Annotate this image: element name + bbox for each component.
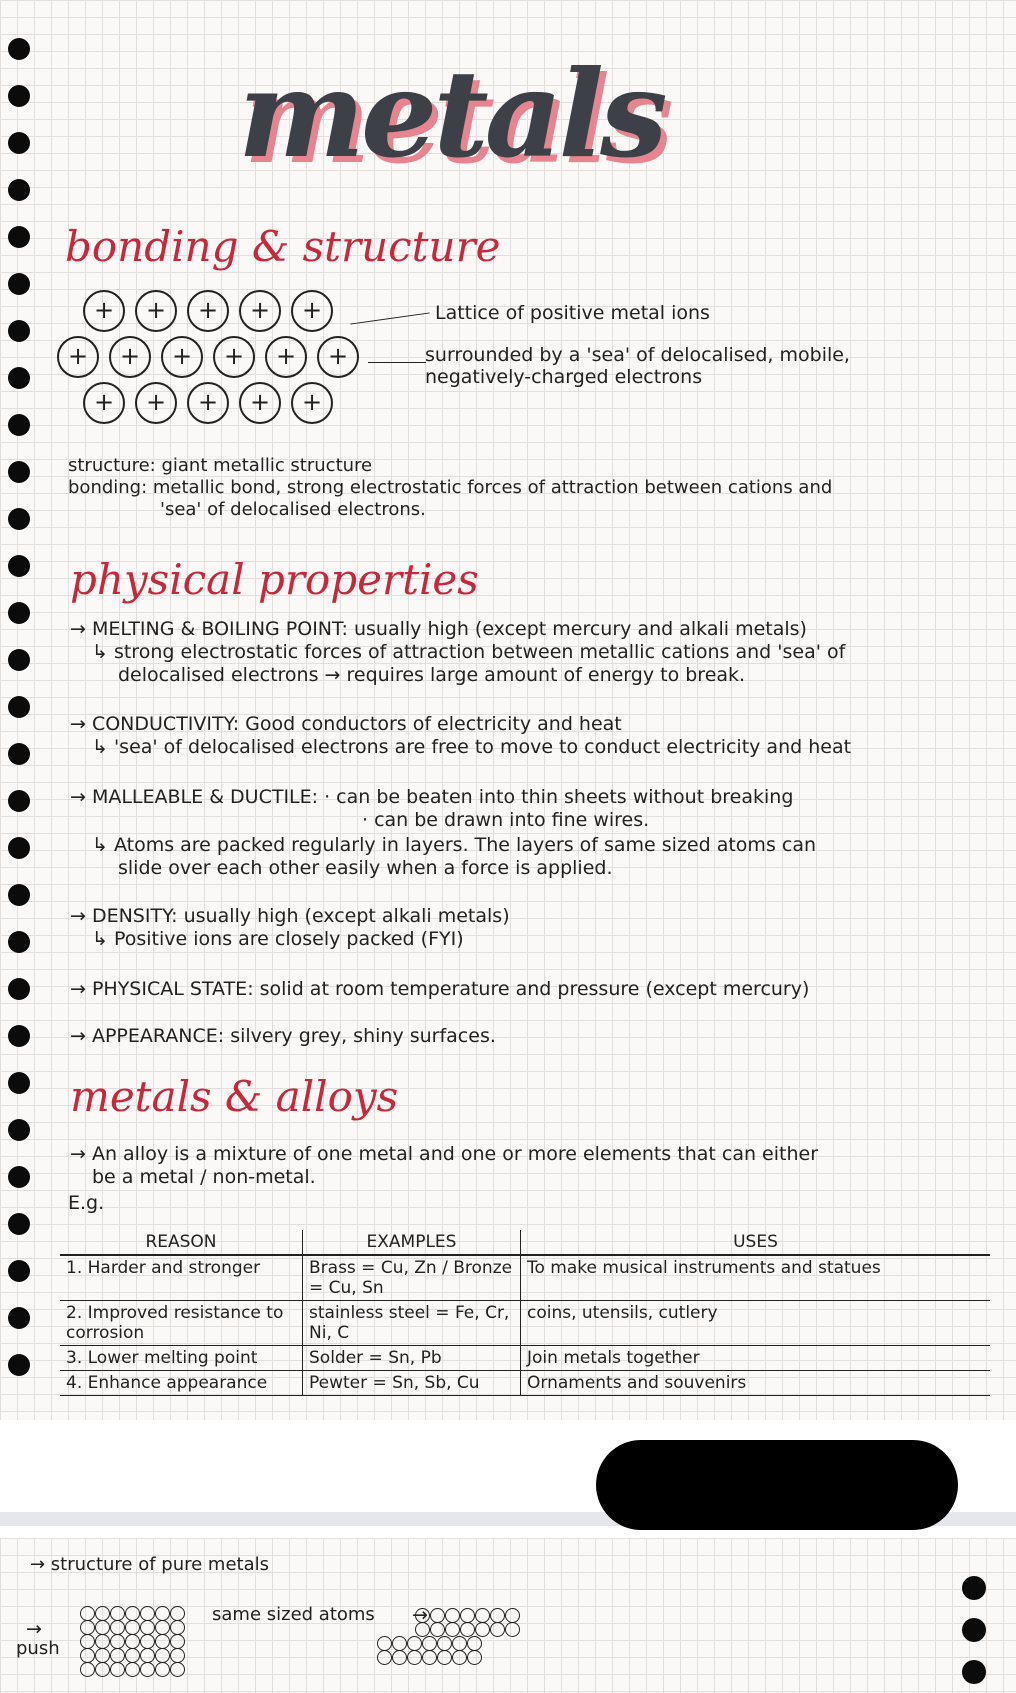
positive-ion: + — [291, 382, 333, 424]
positive-ion: + — [317, 336, 359, 378]
atom-circle — [155, 1662, 170, 1677]
atom-circle — [437, 1636, 452, 1651]
binder-hole — [8, 1119, 30, 1141]
column-header-examples: EXAMPLES — [303, 1230, 521, 1255]
binder-hole — [8, 1025, 30, 1047]
binder-hole — [8, 85, 30, 107]
binder-hole — [8, 837, 30, 859]
cell-examples: Pewter = Sn, Sb, Cu — [303, 1371, 521, 1396]
atom-circle — [392, 1650, 407, 1665]
atom-circle — [490, 1608, 505, 1623]
positive-ion: + — [187, 382, 229, 424]
cell-reason: 2. Improved resistance to corrosion — [60, 1301, 303, 1346]
arrow-right-icon: → — [26, 1618, 42, 1640]
atom-circle — [430, 1622, 445, 1637]
binder-hole — [8, 1260, 30, 1282]
atom-circle — [422, 1650, 437, 1665]
binder-hole — [8, 555, 30, 577]
positive-ion: + — [239, 290, 281, 332]
sea-annotation-line2: negatively-charged electrons — [425, 366, 703, 388]
atom-circle — [80, 1634, 95, 1649]
binder-hole — [8, 414, 30, 436]
cell-uses: To make musical instruments and statues — [521, 1255, 991, 1301]
binder-hole — [962, 1576, 986, 1600]
cell-uses: coins, utensils, cutlery — [521, 1301, 991, 1346]
atoms-after-diagram — [415, 1608, 565, 1688]
property-conductivity: → CONDUCTIVITY: Good conductors of electricity and heat — [70, 713, 622, 735]
binder-hole — [8, 931, 30, 953]
atom-circle — [505, 1608, 520, 1623]
binder-hole — [8, 696, 30, 718]
positive-ion: + — [135, 290, 177, 332]
redaction-block — [596, 1440, 958, 1530]
property-appearance: → APPEARANCE: silvery grey, shiny surfaces. — [70, 1025, 496, 1047]
atom-circle — [110, 1662, 125, 1677]
atom-circle — [95, 1620, 110, 1635]
alloy-definition: → An alloy is a mixture of one metal and one or more elements that can either — [70, 1143, 819, 1165]
binder-hole — [8, 132, 30, 154]
atom-circle — [140, 1662, 155, 1677]
example-label: E.g. — [68, 1192, 105, 1214]
binder-hole — [8, 320, 30, 342]
atom-circle — [110, 1620, 125, 1635]
atom-circle — [415, 1608, 430, 1623]
atom-circle — [80, 1662, 95, 1677]
heading-metals-alloys: metals & alloys — [70, 1072, 399, 1121]
binder-hole — [8, 649, 30, 671]
atom-circle — [155, 1606, 170, 1621]
binder-hole — [8, 1072, 30, 1094]
binder-hole — [8, 226, 30, 248]
atom-circle — [445, 1622, 460, 1637]
atom-circle — [437, 1650, 452, 1665]
positive-ion: + — [109, 336, 151, 378]
column-header-reason: REASON — [60, 1230, 303, 1255]
binder-hole — [8, 1354, 30, 1376]
atom-circle — [452, 1636, 467, 1651]
binder-hole — [8, 1213, 30, 1235]
metal-lattice-diagram — [55, 290, 385, 430]
notes-page-2 — [0, 1538, 1016, 1693]
atom-circle — [407, 1650, 422, 1665]
binder-hole — [8, 273, 30, 295]
property-density: → DENSITY: usually high (except alkali metals) — [70, 905, 510, 927]
atom-circle — [170, 1620, 185, 1635]
atom-circle — [110, 1634, 125, 1649]
atom-circle — [422, 1636, 437, 1651]
binder-hole — [962, 1660, 986, 1684]
push-label: push — [16, 1638, 60, 1659]
cell-examples: Brass = Cu, Zn / Bronze = Cu, Sn — [303, 1255, 521, 1301]
atom-circle — [415, 1622, 430, 1637]
table-row — [60, 1301, 990, 1346]
bonding-line-2: 'sea' of delocalised electrons. — [160, 499, 426, 520]
atom-circle — [95, 1648, 110, 1663]
atom-circle — [155, 1648, 170, 1663]
atom-circle — [452, 1650, 467, 1665]
positive-ion: + — [239, 382, 281, 424]
annotation-leader-line — [368, 362, 426, 363]
property-ductile: · can be drawn into fine wires. — [362, 809, 650, 831]
atom-circle — [460, 1622, 475, 1637]
atom-circle — [80, 1648, 95, 1663]
positive-ion: + — [265, 336, 307, 378]
binder-hole — [8, 884, 30, 906]
binder-hole — [8, 743, 30, 765]
binder-hole — [8, 978, 30, 1000]
property-malleable-reason: ↳ Atoms are packed regularly in layers. The layers of same sized atoms can — [92, 834, 817, 856]
atom-circle — [95, 1606, 110, 1621]
atom-circle — [490, 1622, 505, 1637]
atom-circle — [475, 1608, 490, 1623]
atom-circle — [170, 1634, 185, 1649]
positive-ion: + — [187, 290, 229, 332]
property-malleable: → MALLEABLE & DUCTILE: · can be beaten into thin sheets without breaking — [70, 786, 794, 808]
binder-hole — [8, 461, 30, 483]
binder-hole — [8, 508, 30, 530]
lattice-annotation: Lattice of positive metal ions — [435, 302, 710, 324]
page-title: metals — [238, 44, 664, 185]
atom-circle — [170, 1606, 185, 1621]
table-row — [60, 1371, 990, 1396]
column-header-uses: USES — [521, 1230, 991, 1255]
binder-hole — [8, 38, 30, 60]
atom-circle — [505, 1622, 520, 1637]
atom-circle — [140, 1648, 155, 1663]
positive-ion: + — [83, 382, 125, 424]
atom-circle — [155, 1620, 170, 1635]
atom-circle — [125, 1662, 140, 1677]
structure-line: structure: giant metallic structure — [68, 455, 373, 476]
cell-examples: stainless steel = Fe, Cr, Ni, C — [303, 1301, 521, 1346]
alloy-definition-2: be a metal / non-metal. — [92, 1166, 316, 1188]
atom-circle — [467, 1636, 482, 1651]
atom-circle — [140, 1620, 155, 1635]
cell-reason: 4. Enhance appearance — [60, 1371, 303, 1396]
atom-circle — [460, 1608, 475, 1623]
atom-circle — [110, 1606, 125, 1621]
atom-circle — [475, 1622, 490, 1637]
binder-hole — [8, 790, 30, 812]
positive-ion: + — [291, 290, 333, 332]
atom-circle — [140, 1606, 155, 1621]
atom-circle — [407, 1636, 422, 1651]
binder-hole — [962, 1618, 986, 1642]
structure-pure-metals-heading: → structure of pure metals — [30, 1554, 269, 1575]
binder-hole — [8, 367, 30, 389]
atom-circle — [125, 1606, 140, 1621]
atom-circle — [110, 1648, 125, 1663]
atom-circle — [125, 1620, 140, 1635]
atom-circle — [170, 1648, 185, 1663]
arrow-right-icon: → — [412, 1604, 428, 1626]
binder-holes — [0, 0, 40, 1420]
cell-reason: 3. Lower melting point — [60, 1346, 303, 1371]
property-conductivity-reason: ↳ 'sea' of delocalised electrons are free to move to conduct electricity and heat — [92, 736, 852, 758]
atom-circle — [95, 1634, 110, 1649]
cell-uses: Ornaments and souvenirs — [521, 1371, 991, 1396]
same-sized-atoms-label: same sized atoms — [212, 1604, 375, 1625]
heading-bonding: bonding & structure — [65, 222, 501, 271]
sea-annotation-line1: surrounded by a 'sea' of delocalised, mobile, — [425, 344, 850, 366]
table-row — [60, 1346, 990, 1371]
atom-circle — [95, 1662, 110, 1677]
atom-circle — [445, 1608, 460, 1623]
property-melting-reason-2: delocalised electrons → requires large amount of energy to break. — [118, 664, 746, 686]
heading-physical-properties: physical properties — [70, 555, 479, 604]
cell-uses: Join metals together — [521, 1346, 991, 1371]
atom-circle — [125, 1648, 140, 1663]
binder-hole — [8, 1166, 30, 1188]
binder-hole — [8, 1307, 30, 1329]
positive-ion: + — [161, 336, 203, 378]
alloy-table — [60, 1230, 990, 1396]
atom-circle — [125, 1634, 140, 1649]
atoms-before-diagram — [80, 1606, 200, 1686]
atom-circle — [392, 1636, 407, 1651]
cell-examples: Solder = Sn, Pb — [303, 1346, 521, 1371]
binder-hole — [8, 179, 30, 201]
atom-circle — [377, 1636, 392, 1651]
property-malleable-reason-2: slide over each other easily when a force is applied. — [118, 857, 613, 879]
atom-circle — [140, 1634, 155, 1649]
atom-circle — [467, 1650, 482, 1665]
atom-circle — [170, 1662, 185, 1677]
atom-circle — [430, 1608, 445, 1623]
positive-ion: + — [213, 336, 255, 378]
bonding-line-1: bonding: metallic bond, strong electrostatic forces of attraction between cations and — [68, 477, 833, 498]
atom-circle — [377, 1650, 392, 1665]
table-row — [60, 1255, 990, 1301]
positive-ion: + — [135, 382, 177, 424]
binder-hole — [8, 602, 30, 624]
atom-circle — [80, 1606, 95, 1621]
positive-ion: + — [57, 336, 99, 378]
positive-ion: + — [83, 290, 125, 332]
property-physical-state: → PHYSICAL STATE: solid at room temperature and pressure (except mercury) — [70, 978, 810, 1000]
property-melting-reason: ↳ strong electrostatic forces of attraction between metallic cations and 'sea' of — [92, 641, 846, 663]
cell-reason: 1. Harder and stronger — [60, 1255, 303, 1301]
property-density-reason: ↳ Positive ions are closely packed (FYI) — [92, 928, 464, 950]
atom-circle — [80, 1620, 95, 1635]
table-header-row — [60, 1230, 990, 1255]
property-melting: → MELTING & BOILING POINT: usually high (except mercury and alkali metals) — [70, 618, 807, 640]
atom-circle — [155, 1634, 170, 1649]
